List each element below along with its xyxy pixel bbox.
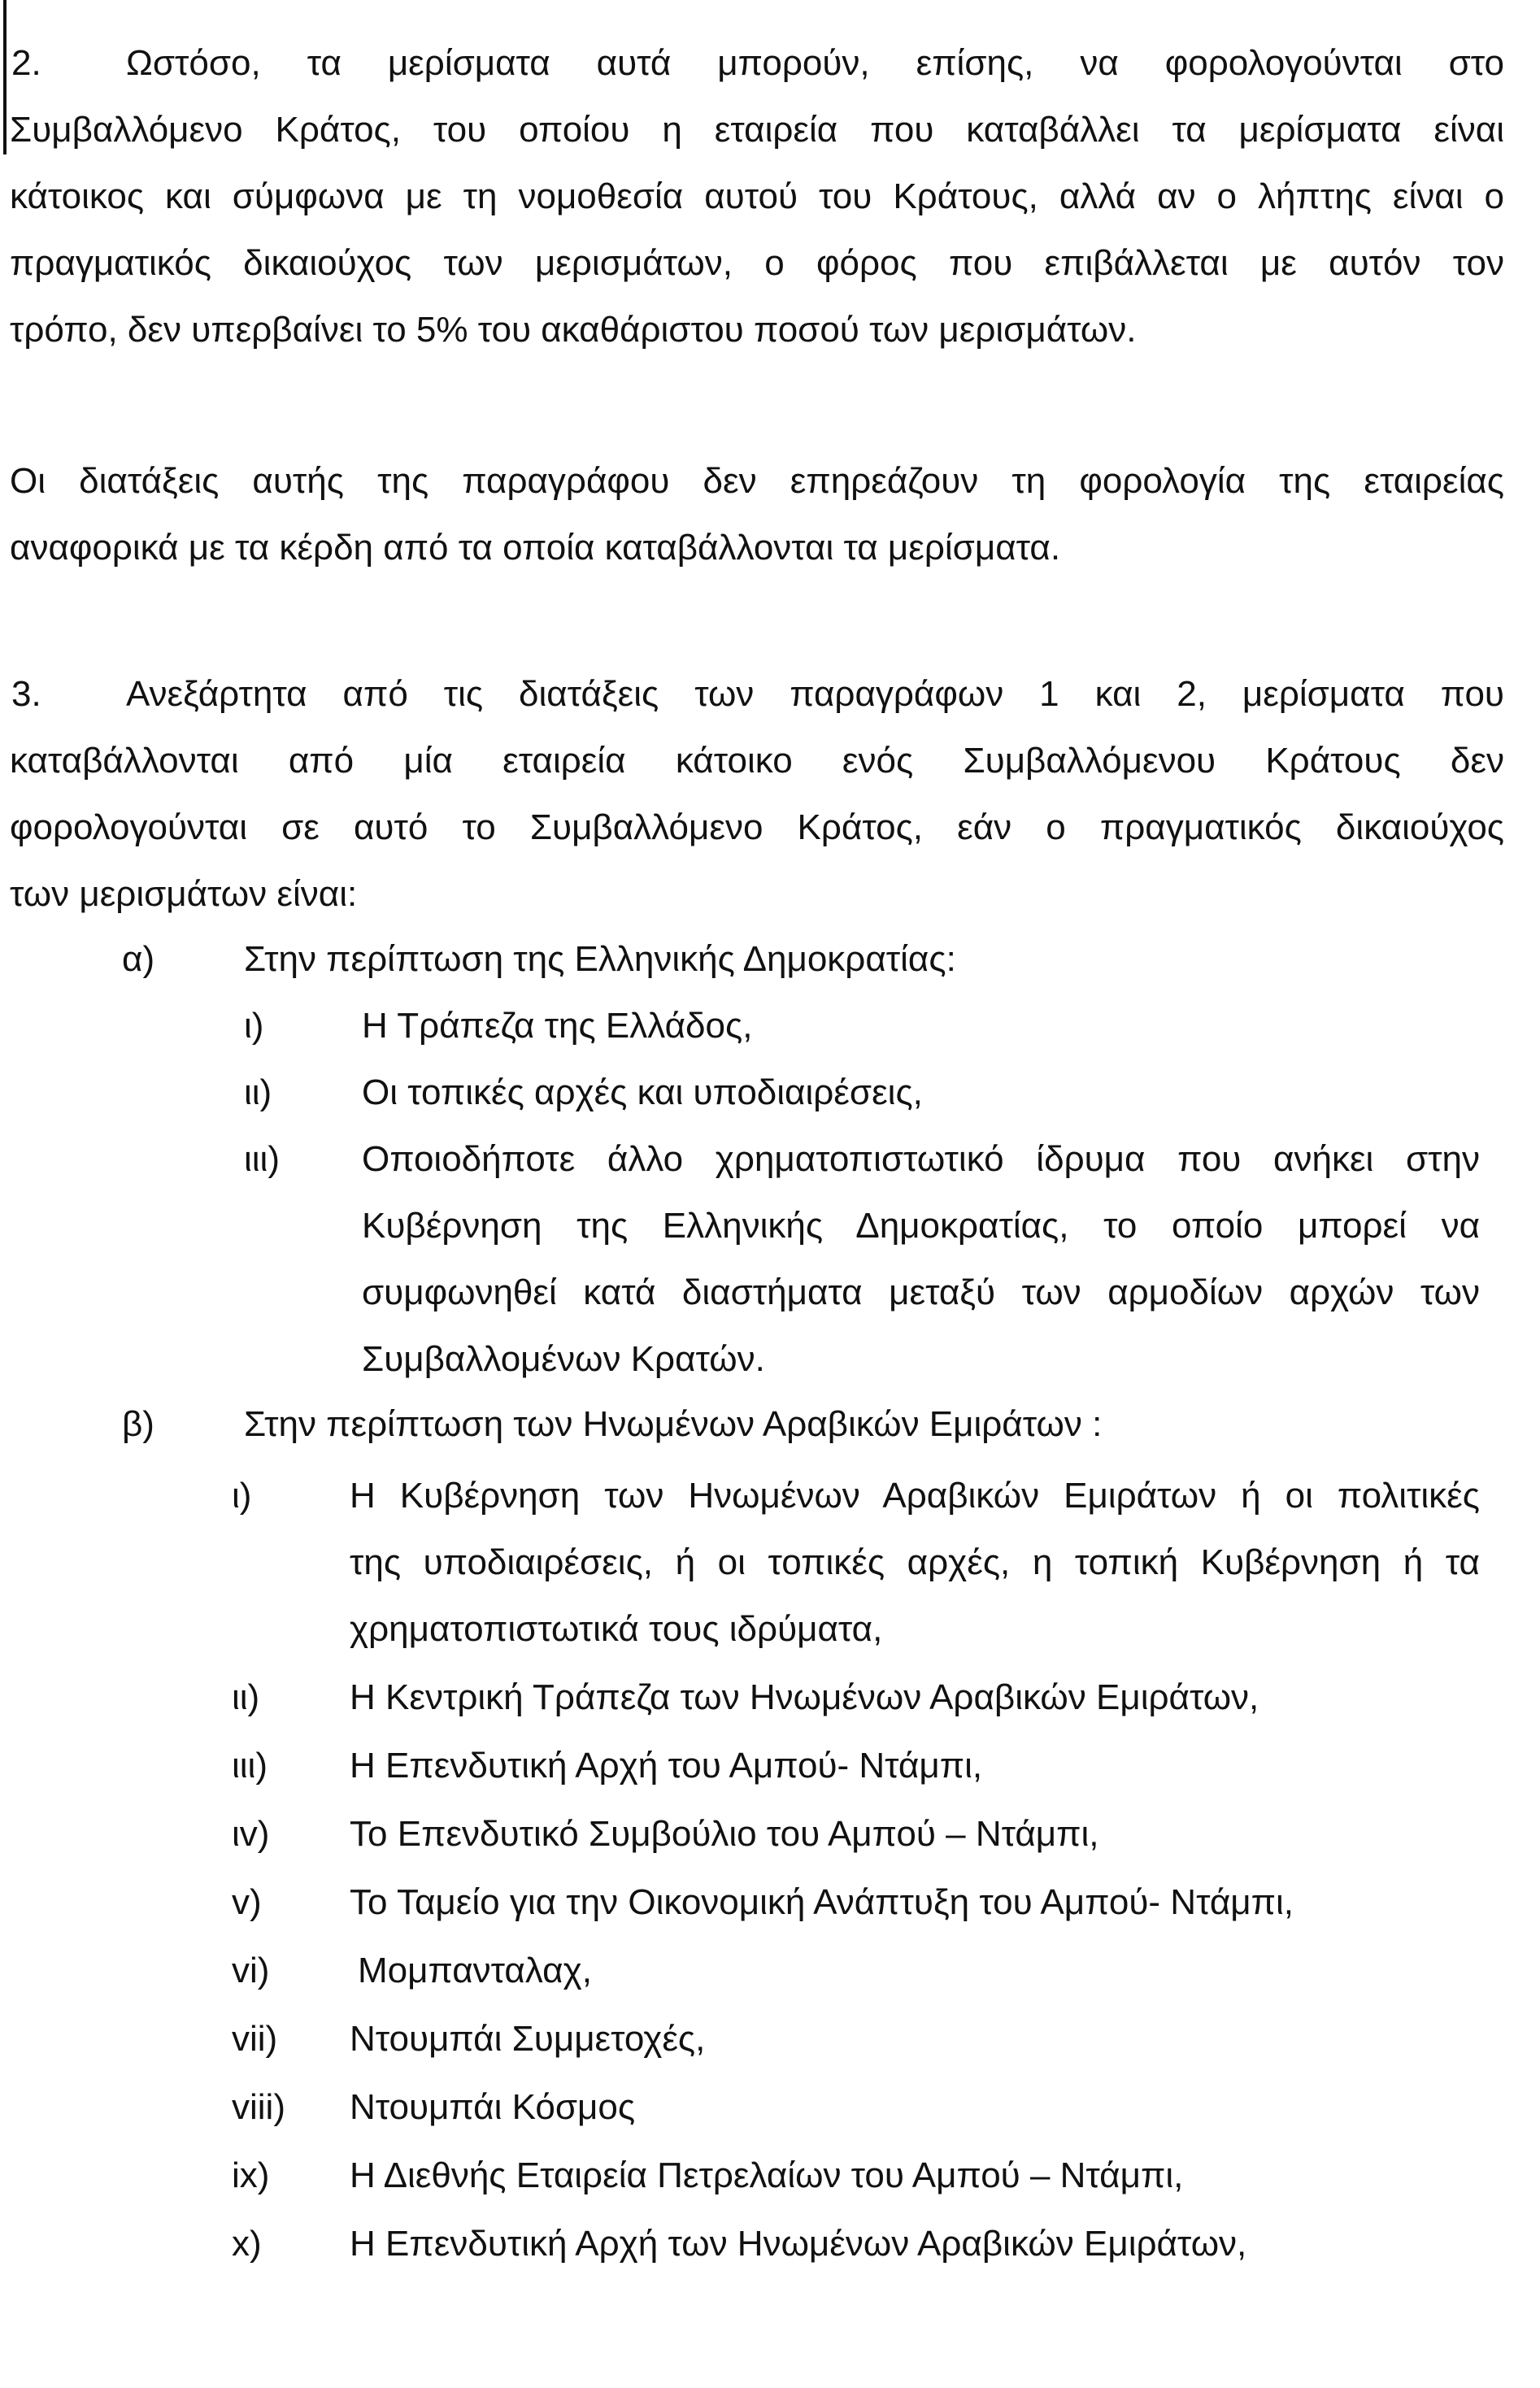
- list-item-text: συμφωνηθεί κατά διαστήματα μεταξύ των αρμοδίων αρχών των: [362, 1272, 1480, 1312]
- section-heading: Στην περίπτωση των Ηνωμένων Αραβικών Εμιράτων :: [244, 1404, 1103, 1444]
- list-item-text: Οποιοδήποτε άλλο χρηματοπιστωτικό ίδρυμα που ανήκει στην: [362, 1139, 1480, 1179]
- list-item-label: ι): [232, 1476, 252, 1516]
- list-item-text: Η Επενδυτική Αρχή του Αμπού- Ντάμπι,: [350, 1746, 983, 1786]
- list-item-label: vi): [232, 1951, 270, 1990]
- list-item-text: Το Ταμείο για την Οικονομική Ανάπτυξη του Αμπού- Ντάμπι,: [350, 1882, 1294, 1922]
- paragraph-line: Συμβαλλόμενο Κράτος, του οποίου η εταιρεία που καταβάλλει τα μερίσματα είναι: [10, 110, 1504, 150]
- list-item-label: ιι): [232, 1677, 260, 1717]
- list-item-label: vii): [232, 2019, 278, 2059]
- paragraph-number: 2.: [11, 43, 41, 83]
- list-item-text: Το Επενδυτικό Συμβούλιο του Αμπού – Ντάμπι,: [350, 1814, 1099, 1854]
- list-item-text: χρηματοπιστωτικά τους ιδρύματα,: [350, 1609, 883, 1649]
- paragraph-number: 3.: [11, 674, 41, 714]
- paragraph-note-line: αναφορικά με τα κέρδη από τα οποία καταβάλλονται τα μερίσματα.: [10, 528, 1061, 568]
- list-item-label: ix): [232, 2155, 270, 2195]
- paragraph-line: φορολογούνται σε αυτό το Συμβαλλόμενο Κράτος, εάν ο πραγματικός δικαιούχος: [10, 807, 1504, 847]
- list-item-text: Ντουμπάι Κόσμος: [350, 2087, 636, 2127]
- paragraph-note-line: Οι διατάξεις αυτής της παραγράφου δεν επηρεάζουν τη φορολογία της εταιρείας: [10, 461, 1504, 501]
- list-item-text: Η Τράπεζα της Ελλάδος,: [362, 1006, 753, 1046]
- section-label: β): [122, 1404, 154, 1444]
- list-item-label: viii): [232, 2087, 285, 2127]
- paragraph-line: τρόπο, δεν υπερβαίνει το 5% του ακαθάριστου ποσού των μερισμάτων.: [10, 310, 1137, 350]
- list-item-label: x): [232, 2224, 262, 2264]
- section-heading: Στην περίπτωση της Ελληνικής Δημοκρατίας:: [244, 939, 956, 979]
- paragraph-line: Ωστόσο, τα μερίσματα αυτά μπορούν, επίσης, να φορολογούνται στο: [126, 43, 1504, 83]
- list-item-label: ιιι): [232, 1746, 268, 1786]
- list-item-text: Η Κυβέρνηση των Ηνωμένων Αραβικών Εμιράτων ή οι πολιτικές: [350, 1476, 1480, 1516]
- list-item-text: Η Διεθνής Εταιρεία Πετρελαίων του Αμπού – Ντάμπι,: [350, 2155, 1184, 2195]
- section-label: α): [122, 939, 155, 979]
- list-item-label: ιv): [232, 1814, 270, 1854]
- paragraph-line: Ανεξάρτητα από τις διατάξεις των παραγράφων 1 και 2, μερίσματα που: [126, 674, 1504, 714]
- list-item-label: ι): [244, 1006, 264, 1046]
- list-item-text: Συμβαλλομένων Κρατών.: [362, 1339, 765, 1379]
- list-item-text: της υποδιαιρέσεις, ή οι τοπικές αρχές, η τοπική Κυβέρνηση ή τα: [350, 1542, 1480, 1582]
- list-item-text: Η Κεντρική Τράπεζα των Ηνωμένων Αραβικών Εμιράτων,: [350, 1677, 1259, 1717]
- list-item-text: Οι τοπικές αρχές και υποδιαιρέσεις,: [362, 1072, 923, 1112]
- list-item-text: Κυβέρνηση της Ελληνικής Δημοκρατίας, το οποίο μπορεί να: [362, 1206, 1480, 1246]
- margin-rule: [3, 0, 7, 154]
- list-item-text: Ντουμπάι Συμμετοχές,: [350, 2019, 706, 2059]
- paragraph-line: καταβάλλονται από μία εταιρεία κάτοικο ενός Συμβαλλόμενου Κράτους δεν: [10, 741, 1504, 781]
- list-item-text: Η Επενδυτική Αρχή των Ηνωμένων Αραβικών Εμιράτων,: [350, 2224, 1247, 2264]
- paragraph-line: των μερισμάτων είναι:: [10, 874, 358, 914]
- paragraph-line: πραγματικός δικαιούχος των μερισμάτων, ο φόρος που επιβάλλεται με αυτόν τον: [10, 243, 1504, 283]
- list-item-label: ιιι): [244, 1139, 280, 1179]
- list-item-label: ιι): [244, 1072, 272, 1112]
- list-item-text: Μομπανταλαχ,: [358, 1951, 592, 1990]
- list-item-label: v): [232, 1882, 262, 1922]
- paragraph-line: κάτοικος και σύμφωνα με τη νομοθεσία αυτού του Κράτους, αλλά αν ο λήπτης είναι ο: [10, 176, 1504, 216]
